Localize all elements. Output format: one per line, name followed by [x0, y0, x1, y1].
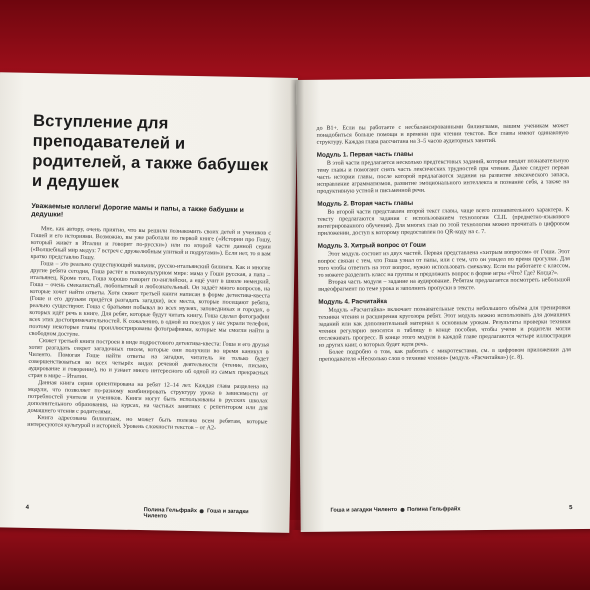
paragraph: Мне, как автору, очень приятно, что вы решили познакомить своих детей и учеников с Гошей и его историями. Возможно, вы уже работали по первой книге («Истории про Гошу, который живёт в Италии и говорит по-русски») или по второй части данной серии («Волшебный мир медуз: 7 встреч с дружелюбным улиткой и подругами»). Если нет, то я вам кратко представлю Гошу.: [30, 225, 272, 261]
greeting-subheading: Уважаемые коллеги! Дорогие мамы и папы, а также бабушки и дедушки!: [31, 202, 244, 219]
module-text: В этой части предлагается несколько предтекстовых заданий, которые вводят познавательную тему главы и помогают снять часть лексических трудностей при чтении. Далее следует первая часть истории главы, после которой предлагаются задания на развитие лексического запаса, исправление аграмматизмов, развитие эмоционального интеллекта и познание себя, а также на продуктивную устной и письменной речи.: [316, 158, 570, 195]
paragraph: Книга адресована билингвам, но может быть полезна всем ребятам, которые интересуются культурой и историей. Уровень сложности текстов – от А2-: [27, 414, 268, 432]
footer-book-title: Гоша и загадки Чиленто: [330, 506, 398, 514]
right-page: [296, 77, 590, 532]
module-text: Вторая часть модуля – задание на аудирование. Ребятам предлагается посмотреть небольшой видеофрагмент по теме урока и заполнить пропуски в тексте.: [318, 277, 571, 293]
page-heading: Вступление для преподавателей и родителей, а также бабушек и дедушек: [31, 111, 269, 192]
module-text: Этот модуль состоит из двух частей. Первая представлена «хитрым вопросом» от Гоши. Этот вопрос связан с тем, что Гоша узнал от папы, или с тем, что он увидел во время прогулки. Для того чтобы ответить на этот вопрос, нужно использовать смекалку. Если вы работаете с классом, то можете разделить класс на группы и предложить вопрос в форме игры «Что? Где? Когда?».: [317, 249, 570, 279]
book-gutter-shadow: [290, 80, 304, 530]
left-page: [0, 72, 298, 533]
module-title: Модуль 2. Вторая часть главы: [317, 199, 414, 208]
page-number: 4: [25, 504, 30, 511]
intro-paragraph: до В1+. Если вы работаете с несбалансированными билингвами, вашим ученикам может понадобиться больше помощи и времени при чтении текстов. Все главы имеют одинаковую структуру. Каждая глава рассчитана на 3–5 часов аудиторных занятий.: [316, 123, 569, 146]
paragraph: Данная книга серии ориентирована на ребят 12–14 лет. Каждая глава разделена на модули, что позволяет по-разному комбинировать структуру урока в зависимости от потребностей учителя и учеников. Книги могут быть использованы в русских школах дополнительного образования, на курсах, на частных занятиях с репетитором или для домашнего чтения с родителями.: [27, 379, 269, 416]
bullet-icon: [200, 509, 204, 513]
paragraph: Сюжет третьей книги построен в виде подростового детектива-квеста: Гоша и его друзья хотят разгадать секрет загадочных писем, которые они получили во время каникул в Чиленто. Помогая Гоше найти ответы на загадки, читатель не только будет совершенствоваться во всех четырёх видах речевой деятельности (чтение, письмо, аудирование и говорение), но и узнает много интересного об одной из самых прекрасных стран в мире – Италии.: [28, 337, 269, 380]
background-top: [0, 0, 590, 82]
module-title: Модуль 4. Расчитайка: [318, 298, 388, 306]
module-text: Более подробно о том, как работать с микротекстами, см. в цифровом приложении для преподавателя «Несколько слов о технике чтения» (модуль «Расчитайка») (с. 8).: [318, 347, 571, 363]
footer-running-title: [330, 506, 460, 513]
bullet-icon: [400, 507, 404, 511]
paragraph: Гоша – это реально существующий мальчик, русско-итальянский билингв. Как и многие другие ребята сегодня, Гоша растёт в поликультурном мире: мама у Гоши русская, а папа – итальянец. Кроме того, Гоша хорошо говорит по-английски, а ещё учит в школе немецкий. Гоша – очень смекалистый, любопытный и любознательный. Он задаёт много вопросов, на которые хочет найти ответы. Хотя сюжет третьей книги написан в форме детектива-квеста (Гоше и его друзьям придётся разгадать загадки), все места, которые посещают ребята, реально существуют. Гоша с братьями побывал во всех музеях, заповедниках и городах, о которых идёт речь в книге. Для ребят, которые будут читать книгу, Гоша сделал фотографии всех этих достопримечательностей. К сожалению, в одной из поездок у нас украли телефон, поэтому некоторые главы проиллюстрированы фотографиями, которые мы смогли найти в свободном доступе.: [28, 260, 271, 338]
right-footer: [320, 505, 573, 514]
left-page-content: [27, 95, 273, 433]
module-text: Модуль «Расчитайка» включает познавательные тексты небольшого объёма для тренировки техники чтения и расширения кругозора ребят. Этот модуль можно использовать для домашних заданий или как дополнительный материал к основным урокам. Результаты проверки техники чтения регулярно вносятся в таблицу в конце пособия, чтобы учени и родители могли отслеживать прогресс. В конце этого модуля в каждой главе предлагаются четыре иллюстрации из других книг, о которых будет идти речь.: [318, 305, 571, 349]
module-title: Модуль 3. Хитрый вопрос от Гоши: [317, 241, 426, 250]
module-text: Во второй части представлен второй текст главы, чаще всего познавательного характера. К тексту предлагаются задания с использованием технологии CLIL (предметно-языкового интегрированного обучения). Для многих глав по этой технологии можно прочитать в цифровом приложении, доступ к которому предоставлен по QR-коду на с. 7.: [317, 207, 570, 237]
module-title: Модуль 1. Первая часть главы: [316, 150, 414, 159]
left-footer: [25, 504, 270, 520]
footer-author: Полина Гельфрайх: [407, 506, 461, 513]
footer-author: Полина Гельфрайх: [143, 507, 198, 515]
background-bottom: [0, 520, 590, 590]
right-page-content: [316, 123, 570, 364]
footer-running-title: [144, 507, 270, 521]
page-number: 5: [569, 505, 573, 512]
footer-book-title: Гоша и загадки Чиленто: [143, 508, 249, 520]
